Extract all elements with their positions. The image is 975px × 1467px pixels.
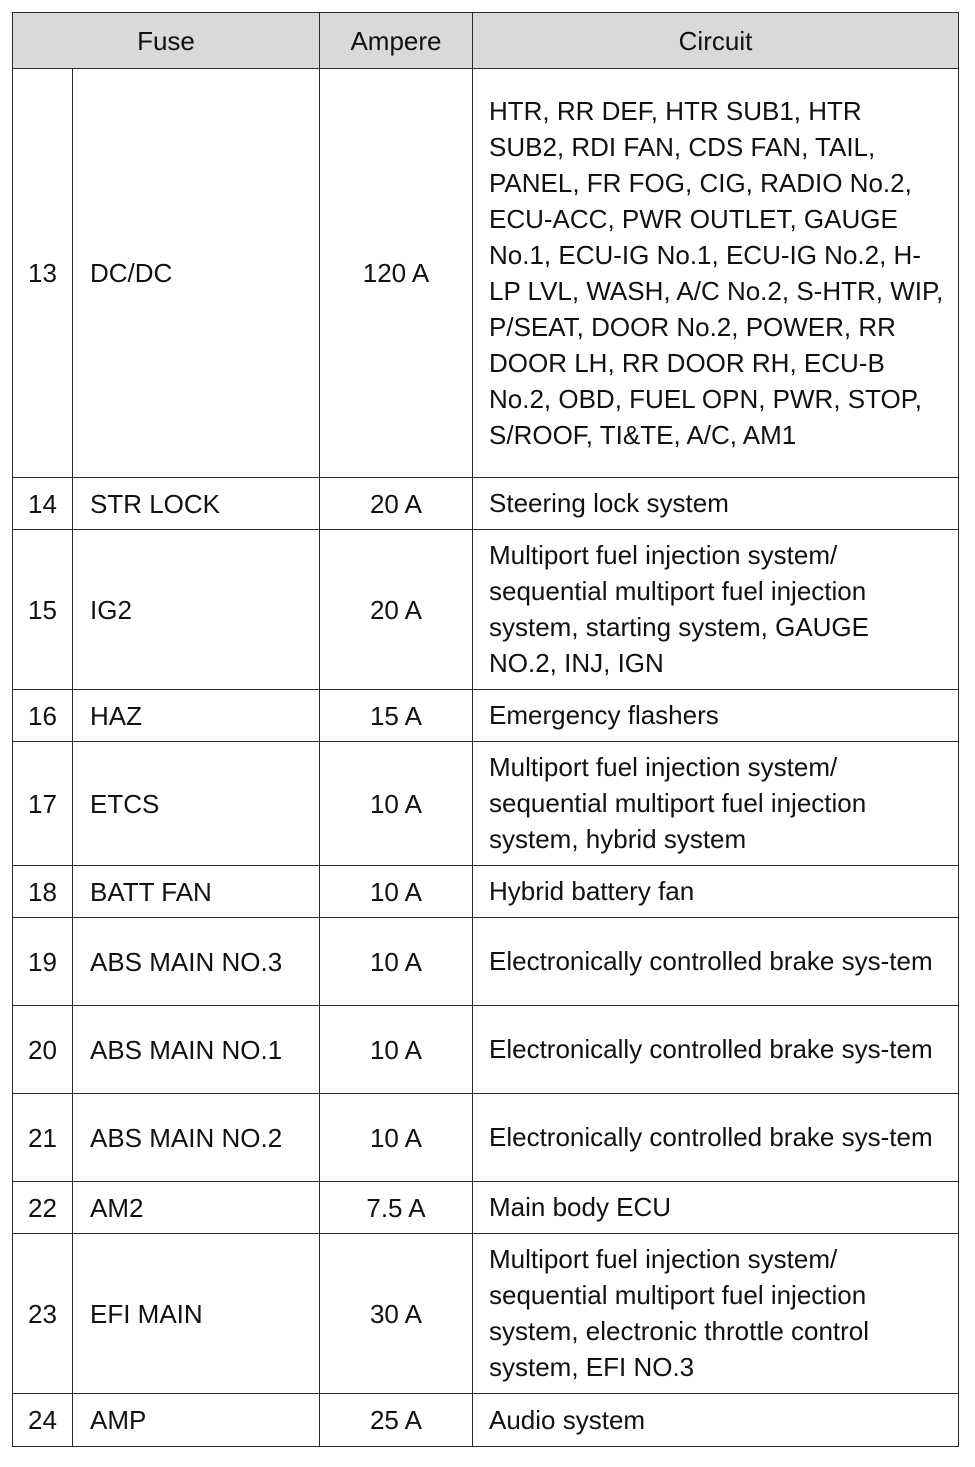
fuse-circuit: Electronically controlled brake sys-tem: [473, 918, 959, 1006]
fuse-number: 15: [13, 530, 73, 690]
fuse-circuit: Main body ECU: [473, 1182, 959, 1234]
fuse-ampere: 20 A: [320, 478, 473, 530]
fuse-number: 17: [13, 742, 73, 866]
fuse-ampere: 120 A: [320, 69, 473, 478]
table-row: [13, 530, 959, 690]
fuse-number: 16: [13, 690, 73, 742]
fuse-ampere: 10 A: [320, 742, 473, 866]
header-circuit: Circuit: [473, 13, 959, 69]
header-fuse: Fuse: [13, 13, 320, 69]
fuse-circuit: Multiport fuel injection system/ sequential multiport fuel injection system, starting system, GAUGE NO.2, INJ, IGN: [473, 530, 959, 690]
table-row: [13, 478, 959, 530]
fuse-number: 19: [13, 918, 73, 1006]
fuse-circuit: Electronically controlled brake sys-tem: [473, 1006, 959, 1094]
table-row: [13, 1094, 959, 1182]
table-row: [13, 1234, 959, 1394]
fuse-number: 13: [13, 69, 73, 478]
table-row: [13, 1394, 959, 1447]
fuse-ampere: 10 A: [320, 1006, 473, 1094]
fuse-circuit: Multiport fuel injection system/ sequential multiport fuel injection system, electronic throttle control system, EFI NO.3: [473, 1234, 959, 1394]
fuse-circuit: Steering lock system: [473, 478, 959, 530]
fuse-number: 20: [13, 1006, 73, 1094]
fuse-circuit: Emergency flashers: [473, 690, 959, 742]
fuse-number: 14: [13, 478, 73, 530]
fuse-number: 24: [13, 1394, 73, 1447]
fuse-ampere: 7.5 A: [320, 1182, 473, 1234]
fuse-number: 21: [13, 1094, 73, 1182]
table-row: [13, 742, 959, 866]
fuse-name: EFI MAIN: [73, 1234, 320, 1394]
fuse-name: HAZ: [73, 690, 320, 742]
table-row: [13, 1182, 959, 1234]
fuse-name: BATT FAN: [73, 866, 320, 918]
fuse-ampere: 20 A: [320, 530, 473, 690]
fuse-name: DC/DC: [73, 69, 320, 478]
table-row: [13, 69, 959, 478]
fuse-circuit: HTR, RR DEF, HTR SUB1, HTR SUB2, RDI FAN, CDS FAN, TAIL, PANEL, FR FOG, CIG, RADIO No.2, ECU-ACC, PWR OUTLET, GAUGE No.1, ECU-IG No.1, ECU-IG No.2, H-LP LVL, WASH, A/C No.2, S-HTR, WIP, P/SEAT, DOOR No.2, POWER, RR DOOR LH, RR DOOR RH, ECU-B No.2, OBD, FUEL OPN, PWR, STOP, S/ROOF, TI&TE, A/C, AM1: [473, 69, 959, 478]
table-row: [13, 1006, 959, 1094]
fuse-name: ETCS: [73, 742, 320, 866]
fuse-name: ABS MAIN NO.1: [73, 1006, 320, 1094]
fuse-ampere: 30 A: [320, 1234, 473, 1394]
fuse-circuit: Audio system: [473, 1394, 959, 1447]
fuse-name: IG2: [73, 530, 320, 690]
fuse-ampere: 25 A: [320, 1394, 473, 1447]
fuse-ampere: 10 A: [320, 1094, 473, 1182]
fuse-circuit: Hybrid battery fan: [473, 866, 959, 918]
fuse-ampere: 15 A: [320, 690, 473, 742]
table-row: [13, 690, 959, 742]
fuse-name: ABS MAIN NO.3: [73, 918, 320, 1006]
fuse-name: ABS MAIN NO.2: [73, 1094, 320, 1182]
fuse-name: AM2: [73, 1182, 320, 1234]
fuse-number: 18: [13, 866, 73, 918]
fuse-circuit: Electronically controlled brake sys-tem: [473, 1094, 959, 1182]
fuse-table: [12, 12, 959, 1447]
fuse-ampere: 10 A: [320, 918, 473, 1006]
fuse-name: AMP: [73, 1394, 320, 1447]
fuse-name: STR LOCK: [73, 478, 320, 530]
table-row: [13, 866, 959, 918]
fuse-circuit: Multiport fuel injection system/ sequential multiport fuel injection system, hybrid system: [473, 742, 959, 866]
fuse-number: 22: [13, 1182, 73, 1234]
table-row: [13, 918, 959, 1006]
header-ampere: Ampere: [320, 13, 473, 69]
table-header-row: [13, 13, 959, 69]
fuse-number: 23: [13, 1234, 73, 1394]
fuse-ampere: 10 A: [320, 866, 473, 918]
